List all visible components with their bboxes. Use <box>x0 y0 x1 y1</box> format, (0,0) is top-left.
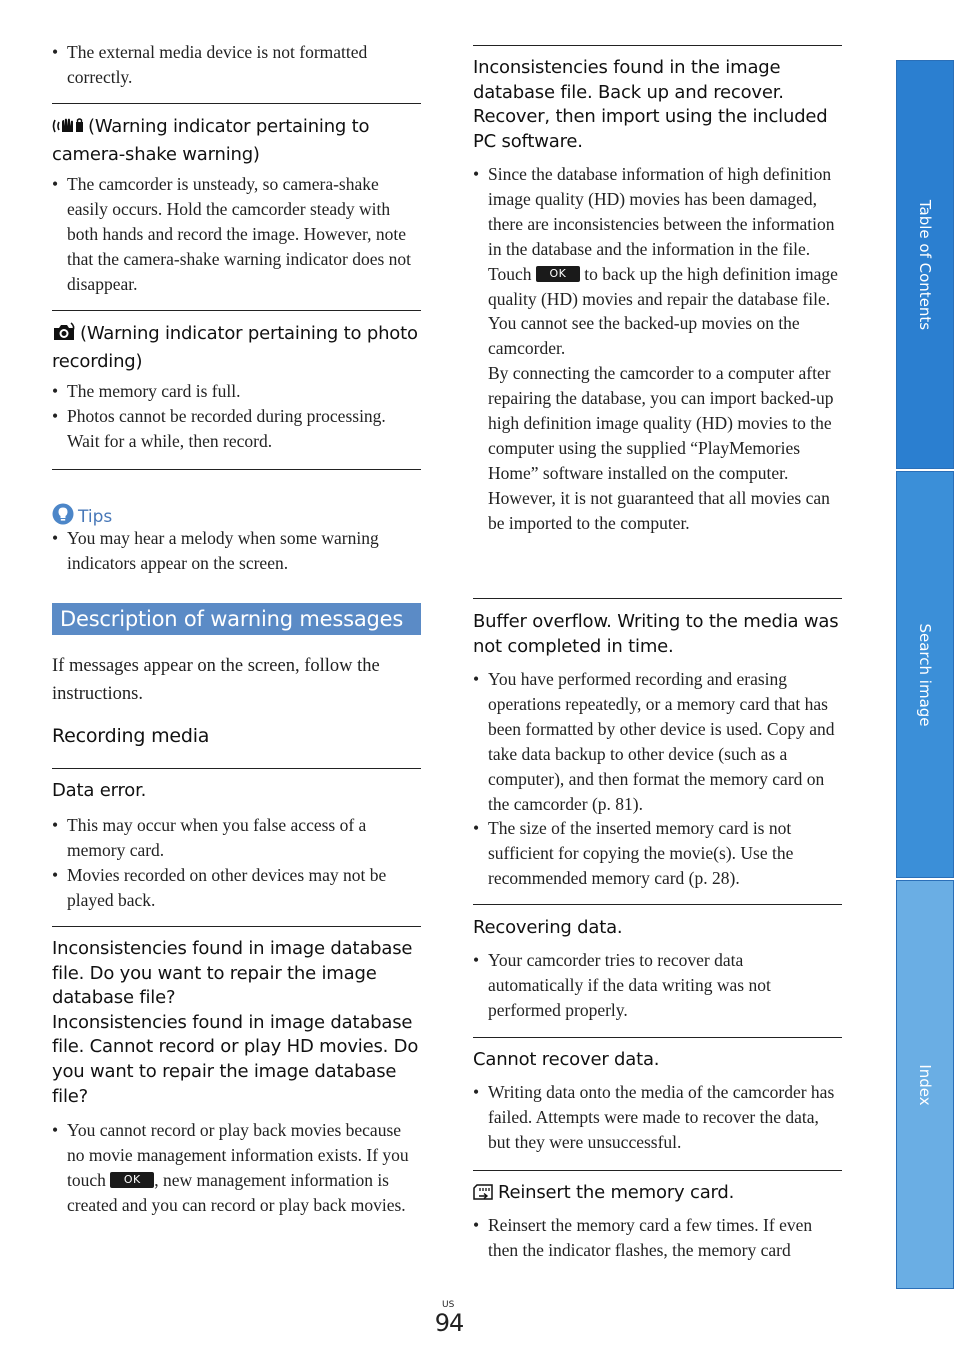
heading-buffer-overflow: Buffer overflow. Writing to the media was not completed in time. <box>473 611 839 657</box>
divider <box>473 1170 842 1171</box>
list-camera-shake <box>52 172 421 297</box>
section-title: Description of warning messages <box>52 603 421 635</box>
list-item: • You may hear a melody when some warning indicators appear on the screen. <box>52 528 379 573</box>
list-buffer-overflow <box>473 667 842 891</box>
ok-button-icon: OK <box>536 266 580 282</box>
list-item: • The size of the inserted memory card is not sufficient for copying the movie(s). Use the recommended memory card (p. 28). <box>473 818 794 889</box>
divider <box>52 310 421 311</box>
list-item: • Since the database information of high definition image quality (HD) movies has been damaged, there are inconsistencies between the information in the database and the information in the file. Touch OK to back up the high definition image quality (HD) movies and repair the database file. You cannot see the backed-up movies on the camcorder. By connecting the camcorder to a computer after repairing the database, you can import backed-up high definition image quality (HD) movies to the computer using the supplied “PlayMemories Home” software installed on the computer. However, it is not guaranteed that all movies can be imported to the computer. <box>473 164 838 533</box>
list-item: • You cannot record or play back movies because no movie management information exists. If you touch OK , new management information is created and you can record or play back movies. <box>52 1120 409 1215</box>
list-cannot-recover <box>473 1080 842 1155</box>
subsection-recording-media: Recording media <box>52 725 210 747</box>
heading-reinsert-card: Reinsert the memory card. <box>473 1181 842 1209</box>
list-item: • The external media device is not formatted correctly. <box>52 42 368 87</box>
heading-backup-recover: Inconsistencies found in the image database file. Back up and recover. Recover, then import using the included PC software. <box>473 57 828 152</box>
list-item: • Your camcorder tries to recover data automatically if the data writing was not performed properly. <box>473 950 771 1020</box>
list-tips <box>52 526 421 576</box>
divider <box>473 1037 842 1038</box>
list-item: • You have performed recording and erasing operations repeatedly, or a memory card that has been formatted by other device is used. Copy and take data backup to other device (such as a computer), and then format the memory card on the camcorder (p. 81). <box>473 669 835 814</box>
bullet: • <box>52 42 59 62</box>
intro-text: If messages appear on the screen, follow the instructions. <box>52 656 380 704</box>
list-item: • The camcorder is unsteady, so camera-shake easily occurs. Hold the camcorder steady with both hands and record the image. However, note that the camera-shake warning indicator does not disappear. <box>52 174 412 294</box>
list-item: • Writing data onto the media of the camcorder has failed. Attempts were made to recover the data, but they were unsuccessful. <box>473 1082 835 1152</box>
divider <box>52 469 421 470</box>
divider <box>473 45 842 46</box>
tab-index[interactable]: Index <box>896 880 954 1289</box>
memory-card-warning-icon <box>473 1183 495 1209</box>
list-item: • This may occur when you false access of a memory card. <box>52 815 367 860</box>
page-number-value: 94 <box>434 1309 464 1337</box>
tab-search-image[interactable]: Search image <box>896 471 954 878</box>
page-number <box>434 1300 464 1336</box>
tab-table-of-contents[interactable]: Table of Contents <box>896 60 954 469</box>
list-reinsert-card <box>473 1213 842 1263</box>
heading-repair-database: Inconsistencies found in image database file. Do you want to repair the image database file? Inconsistencies found in image database file. Cannot record or play HD movies. Do you want to repair the image database file? <box>52 938 419 1107</box>
divider <box>52 926 421 927</box>
list-photo-recording <box>52 379 421 454</box>
heading-cannot-recover: Cannot recover data. <box>473 1049 660 1070</box>
list-item: • Reinsert the memory card a few times. If even then the indicator flashes, the memory card <box>473 1215 813 1260</box>
list-item: • The memory card is full. <box>52 381 241 401</box>
list-backup-recover <box>473 162 842 536</box>
divider <box>52 768 421 769</box>
list-item: • Photos cannot be recorded during processing. Wait for a while, then record. <box>52 405 386 451</box>
divider <box>473 904 842 905</box>
heading-recovering-data: Recovering data. <box>473 917 623 938</box>
heading-data-error: Data error. <box>52 780 147 801</box>
divider <box>473 598 842 599</box>
region-code: US <box>442 1300 455 1310</box>
list-item: • Movies recorded on other devices may not be played back. <box>52 864 387 910</box>
list-data-error <box>52 813 421 913</box>
list-external-media <box>52 40 421 90</box>
heading-camera-shake: (Warning indicator pertaining to camera-shake warning) <box>52 116 370 165</box>
photo-recording-warning-icon <box>52 322 76 350</box>
divider <box>52 103 421 104</box>
list-recovering-data <box>473 948 842 1023</box>
list-repair-database <box>52 1118 421 1218</box>
ok-button-icon: OK <box>110 1172 154 1188</box>
heading-photo-recording: (Warning indicator pertaining to photo recording) <box>52 323 418 372</box>
tips-heading: Tips <box>52 503 112 527</box>
camera-shake-warning-icon <box>52 117 84 143</box>
